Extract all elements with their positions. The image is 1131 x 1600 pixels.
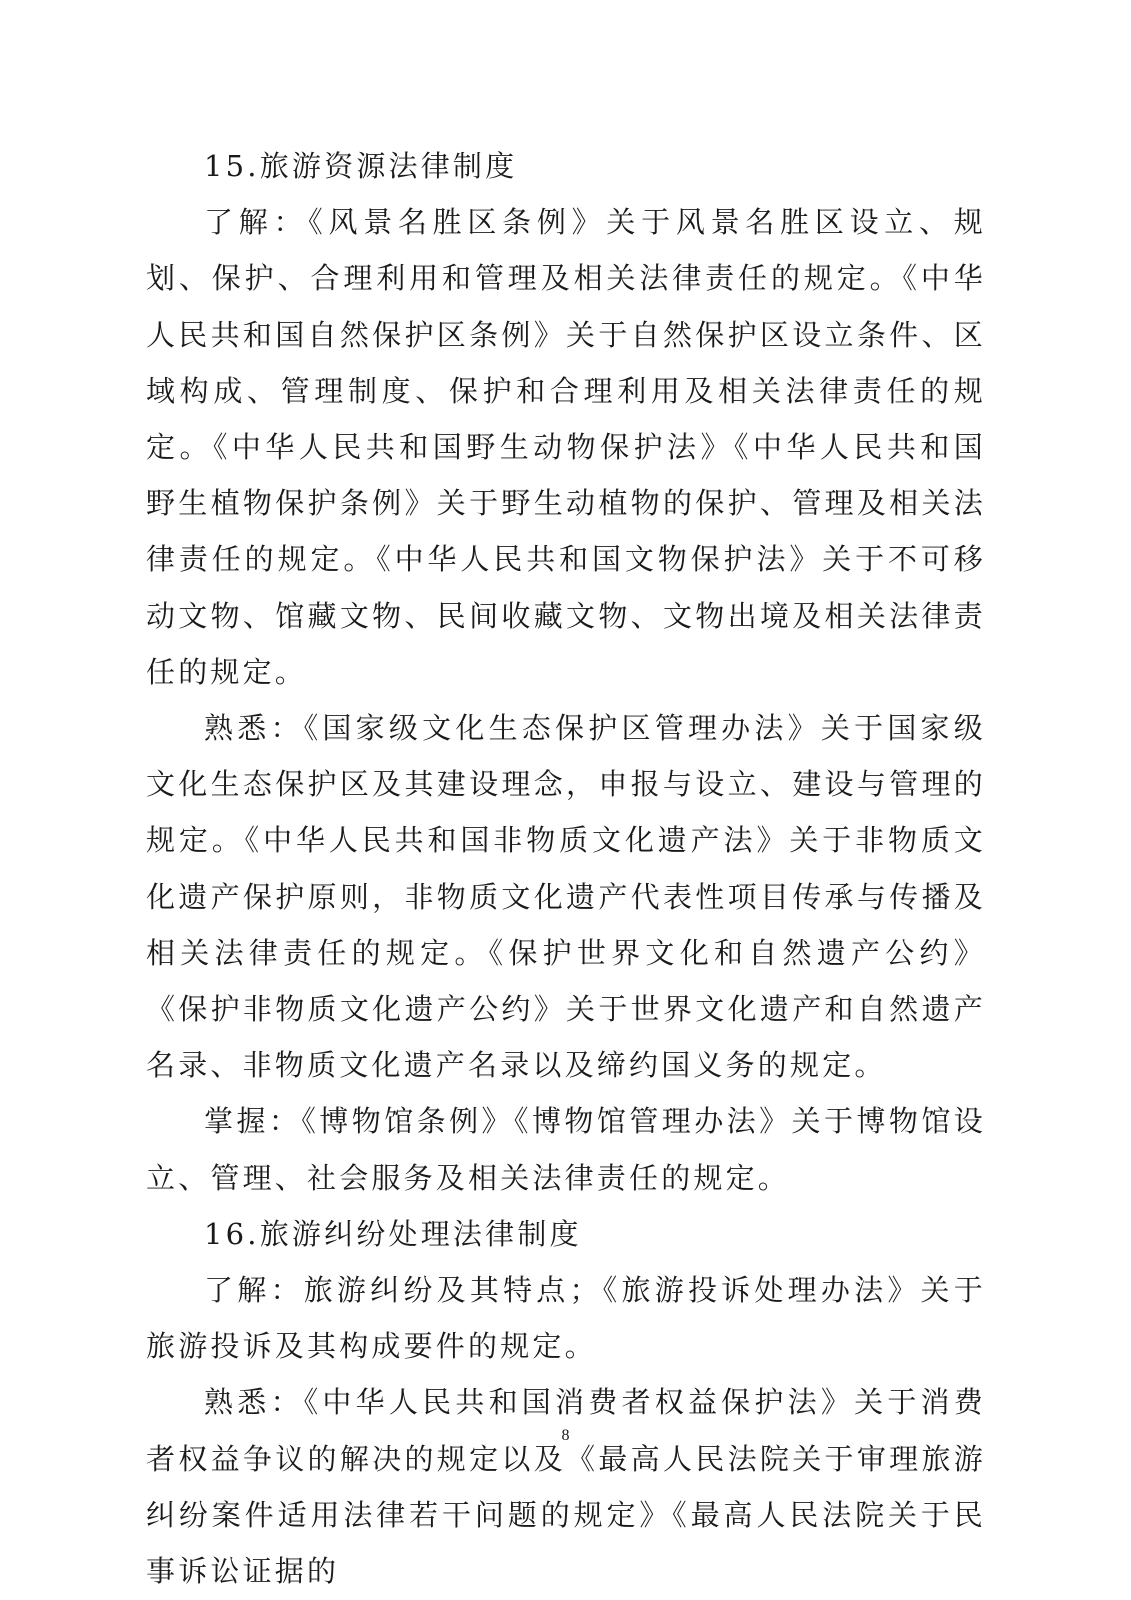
document-body (146, 138, 986, 1599)
paragraph-understand-16: 了解：旅游纠纷及其特点；《旅游投诉处理办法》关于旅游投诉及其构成要件的规定。 (146, 1273, 986, 1364)
page-number: 8 (561, 1427, 570, 1444)
paragraph-master-15: 掌握：《博物馆条例》《博物馆管理办法》关于博物馆设立、管理、社会服务及相关法律责任的规定。 (146, 1104, 986, 1195)
section-heading-16: 16.旅游纠纷处理法律制度 (204, 1216, 582, 1251)
paragraph-understand-15: 了解：《风景名胜区条例》关于风景名胜区设立、规划、保护、合理利用和管理及相关法律责任的规定。《中华人民共和国自然保护区条例》关于自然保护区设立条件、区域构成、管理制度、保护和合理利用及相关法律责任的规定。《中华人民共和国野生动物保护法》《中华人民共和国野生植物保护条例》关于野生动植物的保护、管理及相关法律责任的规定。《中华人民共和国文物保护法》关于不可移动文物、馆藏文物、民间收藏文物、文物出境及相关法律责任的规定。 (146, 205, 986, 689)
paragraph-familiar-16: 熟悉：《中华人民共和国消费者权益保护法》关于消费者权益争议的解决的规定以及《最高人民法院关于审理旅游纠纷案件适用法律若干问题的规定》《最高人民法院关于民事诉讼证据的 (146, 1385, 986, 1589)
paragraph-familiar-15: 熟悉：《国家级文化生态保护区管理办法》关于国家级文化生态保护区及其建设理念，申报与设立、建设与管理的规定。《中华人民共和国非物质文化遗产法》关于非物质文化遗产保护原则，非物质文化遗产代表性项目传承与传播及相关法律责任的规定。《保护世界文化和自然遗产公约》《保护非物质文化遗产公约》关于世界文化遗产和自然遗产名录、非物质文化遗产名录以及缔约国义务的规定。 (146, 711, 986, 1083)
section-heading-15: 15.旅游资源法律制度 (204, 149, 518, 183)
